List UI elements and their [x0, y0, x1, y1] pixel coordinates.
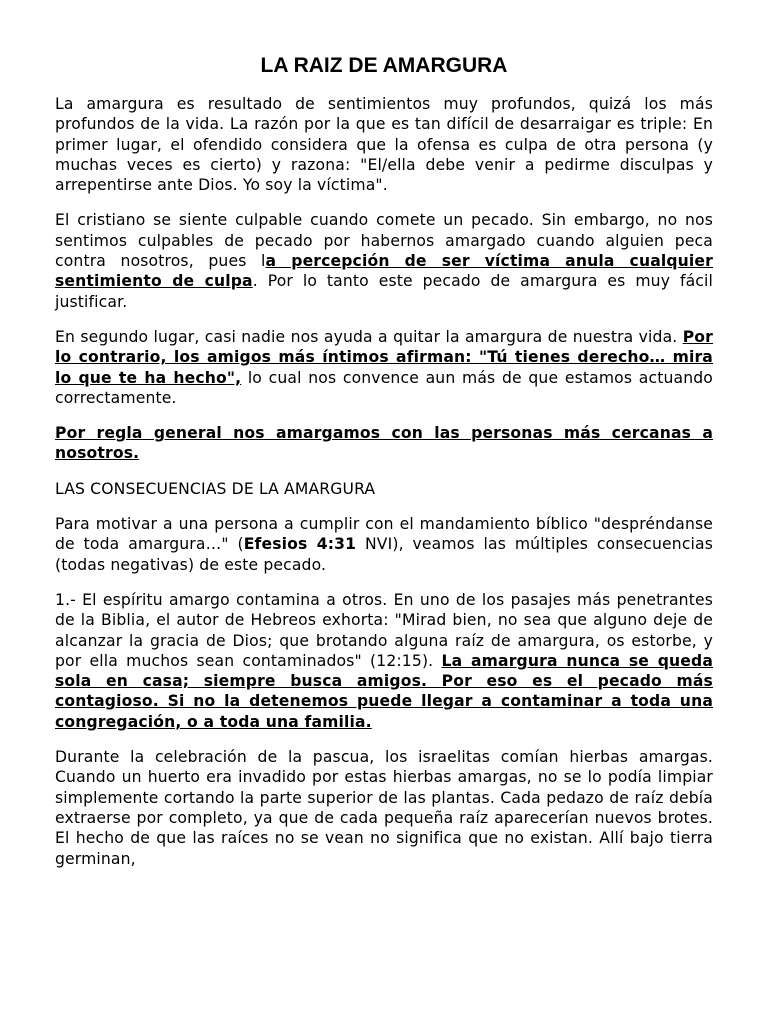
- paragraph-2: [55, 210, 713, 311]
- paragraph-3-emphasis: Por lo contrario, los amigos más íntimos afirman: "Tú tienes derecho… mira lo que te ha hecho",: [55, 327, 713, 387]
- paragraph-5-text-c: NVI), veamos las múltiples consecuencias (todas negativas) de este pecado.: [55, 535, 714, 574]
- paragraph-1: La amargura es resultado de sentimientos muy profundos, quizá los más profundos de la vida. La razón por la que es tan difícil de desarraigar es triple: En primer lugar, el ofendido considera que la ofensa es culpa de otra persona (y muchas veces es cierto) y razona: "El/ella debe venir a pedirme disculpas y arrepentirse ante Dios. Yo soy la víctima".: [55, 95, 713, 195]
- paragraph-3: [55, 327, 713, 408]
- paragraph-6-text-a: 1.- El espíritu amargo contamina a otros. En uno de los pasajes más penetrantes de la Biblia, el autor de Hebreos exhorta: "Mirad bien, no sea que alguno deje de alcanzar la gracia de Dios; que brotando alguna raíz de amargura, os estorbe, y por ella muchos sean contaminados" (12:15).: [55, 590, 713, 670]
- paragraph-2-text-a: El cristiano se siente culpable cuando comete un pecado. Sin embargo, no nos sentimos culpables de pecado por habernos amargado cuando alguien peca contra nosotros, pues l: [55, 211, 713, 271]
- paragraph-3-text-a: En segundo lugar, casi nadie nos ayuda a quitar la amargura de nuestra vida.: [55, 327, 683, 346]
- paragraph-2-text-c: . Por lo tanto este pecado de amargura es muy fácil justificar.: [55, 272, 713, 311]
- document-page: [55, 52, 713, 884]
- paragraph-3-text-c: lo cual nos convence aun más de que estamos actuando correctamente.: [55, 368, 713, 407]
- section-heading: LAS CONSECUENCIAS DE LA AMARGURA: [55, 479, 376, 498]
- paragraph-4-emphasis: Por regla general nos amargamos con las personas más cercanas a nosotros.: [55, 424, 713, 463]
- paragraph-6: [55, 590, 713, 732]
- paragraph-5-text-a: Para motivar a una persona a cumplir con el mandamiento bíblico "despréndanse de toda amargura…" (: [55, 515, 713, 554]
- paragraph-5: [55, 514, 713, 575]
- bible-reference: Efesios 4:31: [243, 535, 357, 554]
- paragraph-7: Durante la celebración de la pascua, los israelitas comían hierbas amargas. Cuando un huerto era invadido por estas hierbas amargas, no se lo podía limpiar simplemente cortando la parte superior de las plantas. Cada pedazo de raíz debía extraerse por completo, ya que de cada pequeña raíz aparecerían nuevos brotes. El hecho de que las raíces no se vean no significa que no existan. Allí bajo tierra germinan,: [55, 748, 713, 868]
- document-title: LA RAIZ DE AMARGURA: [260, 54, 508, 77]
- paragraph-6-emphasis: La amargura nunca se queda sola en casa; siempre busca amigos. Por eso es el pecado más contagioso. Si no la detenemos puede llegar a contaminar a toda una congregación, o a toda una familia.: [55, 651, 713, 731]
- paragraph-2-emphasis: a percepción de ser víctima anula cualquier sentimiento de culpa: [55, 252, 713, 291]
